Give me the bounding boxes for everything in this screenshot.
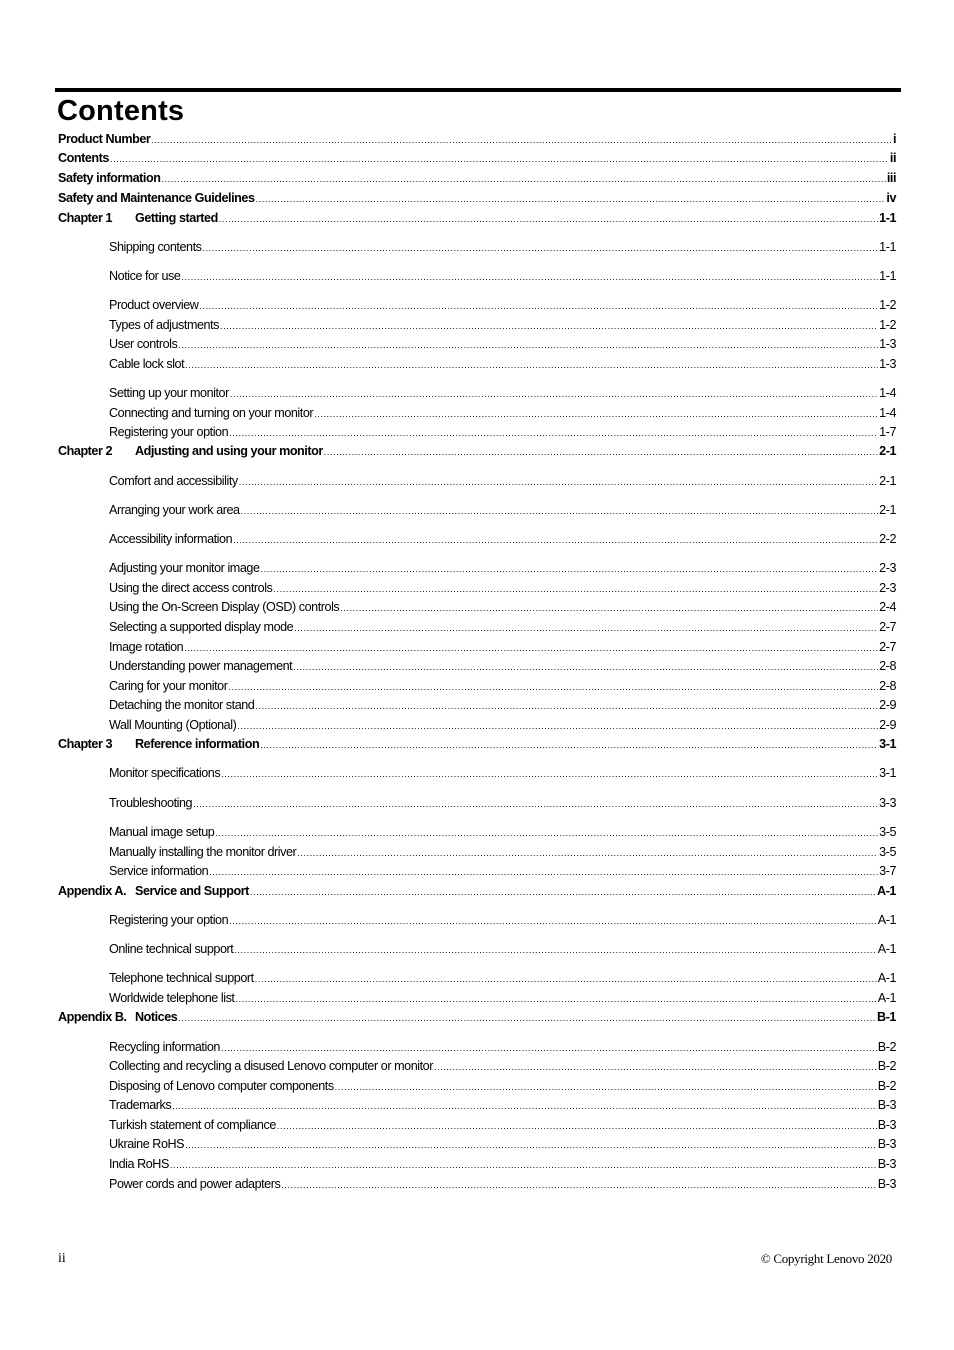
toc-entry-title: Registering your option <box>109 425 229 439</box>
dot-leader <box>250 884 876 901</box>
toc-entry-page: 2-7 <box>879 640 896 654</box>
toc-entry-page: A-1 <box>877 913 896 927</box>
dot-leader <box>185 357 878 374</box>
dot-leader <box>172 1098 877 1115</box>
toc-entry-title: Wall Mounting (Optional) <box>109 718 237 732</box>
toc-entry-title: Detaching the monitor stand <box>109 698 255 712</box>
toc-entry-title: Contents <box>58 151 109 165</box>
toc-entry-label <box>109 1039 220 1056</box>
toc-entry-page: 2-1 <box>879 444 896 458</box>
toc-entry[interactable] <box>109 912 896 930</box>
toc-entry-label <box>109 239 201 256</box>
toc-entry[interactable] <box>109 824 896 842</box>
toc-entry-title: Manually installing the monitor driver <box>109 845 297 859</box>
toc-entry-title: Understanding power management <box>109 659 293 673</box>
toc-entry-page: 1-4 <box>879 386 896 400</box>
toc-entry-page: B-3 <box>877 1157 896 1171</box>
toc-entry-title: Image rotation <box>109 640 184 654</box>
toc-entry-label <box>109 1097 171 1114</box>
toc-entry-page: B-3 <box>877 1177 896 1191</box>
toc-entry-page: 2-1 <box>879 503 896 517</box>
toc-entry-page: iv <box>886 191 896 205</box>
toc-entry-label <box>58 131 150 148</box>
toc-entry[interactable] <box>109 795 896 813</box>
toc-entry-page: B-3 <box>877 1098 896 1112</box>
toc-entry-page: 2-9 <box>879 718 896 732</box>
dot-leader <box>434 1059 877 1076</box>
toc-entry-label <box>58 1009 177 1026</box>
toc-entry[interactable] <box>109 863 896 881</box>
toc-entry-label <box>109 580 272 597</box>
dot-leader <box>241 503 879 520</box>
dot-leader <box>229 913 877 930</box>
toc-entry[interactable] <box>109 1058 896 1076</box>
dot-leader <box>151 132 892 149</box>
toc-entry-page: B-2 <box>877 1040 896 1054</box>
toc-entry[interactable] <box>109 639 896 657</box>
toc-entry-label <box>109 1117 276 1134</box>
toc-entry-prefix: Chapter 2 <box>58 444 113 458</box>
toc-entry-label <box>58 736 259 753</box>
dot-leader <box>178 1010 876 1027</box>
dot-leader <box>221 1040 877 1057</box>
toc-entry[interactable] <box>109 678 896 696</box>
copyright-notice: © Copyright Lenovo 2020 <box>760 1251 892 1266</box>
toc-entry-page: A-1 <box>877 971 896 985</box>
dot-leader <box>234 942 876 959</box>
toc-entry-title: Monitor specifications <box>109 766 221 780</box>
toc-entry[interactable] <box>109 658 896 676</box>
toc-entry[interactable] <box>109 317 896 335</box>
toc-entry-page: B-1 <box>877 1010 896 1024</box>
dot-leader <box>273 581 878 598</box>
dot-leader <box>233 532 878 549</box>
toc-entry[interactable] <box>109 717 896 735</box>
toc-entry-title: Online technical support <box>109 942 234 956</box>
dot-leader <box>181 269 878 286</box>
dot-leader <box>110 151 889 168</box>
toc-entry[interactable] <box>109 268 896 286</box>
dot-leader <box>294 620 878 637</box>
toc-entry-label <box>109 405 313 422</box>
toc-entry[interactable] <box>109 1039 896 1057</box>
toc-entry[interactable] <box>109 580 896 598</box>
dot-leader <box>314 406 878 423</box>
toc-entry-title: Using the direct access controls <box>109 581 273 595</box>
toc-entry-page: A-1 <box>877 991 896 1005</box>
toc-entry-label <box>109 619 293 636</box>
toc-entry-page: 3-1 <box>879 766 896 780</box>
dot-leader <box>261 561 879 578</box>
toc-entry-label <box>109 639 183 656</box>
dot-leader <box>277 1118 877 1135</box>
toc-entry-title: Comfort and accessibility <box>109 474 238 488</box>
dot-leader <box>202 240 878 257</box>
dot-leader <box>235 991 876 1008</box>
toc-entry-title: Arranging your work area <box>109 503 240 517</box>
toc-entry-label <box>109 717 236 734</box>
toc-entry[interactable] <box>109 385 896 403</box>
toc-entry-title: Recycling information <box>109 1040 220 1054</box>
toc-entry[interactable] <box>109 1117 896 1135</box>
toc-entry-title: Cable lock slot <box>109 357 185 371</box>
toc-entry-title: Registering your option <box>109 913 229 927</box>
toc-entry[interactable] <box>109 424 896 442</box>
toc-entry[interactable] <box>109 336 896 354</box>
toc-entry-title: Shipping contents <box>109 240 202 254</box>
dot-leader <box>255 971 877 988</box>
dot-leader <box>199 298 878 315</box>
toc-entry-title: Troubleshooting <box>109 796 193 810</box>
toc-entry-page: A-1 <box>877 884 896 898</box>
dot-leader <box>297 845 878 862</box>
toc-entry[interactable] <box>58 443 896 461</box>
toc-entry-page: 1-3 <box>879 337 896 351</box>
dot-leader <box>221 766 878 783</box>
toc-entry-title: Notice for use <box>109 269 181 283</box>
page-title: Contents <box>57 95 185 127</box>
toc-entry-page: B-3 <box>877 1137 896 1151</box>
toc-entry-title: User controls <box>109 337 178 351</box>
dot-leader <box>239 474 878 491</box>
toc-entry-label <box>109 697 254 714</box>
toc-entry-label <box>109 502 240 519</box>
dot-leader <box>184 640 878 657</box>
toc-entry-page: 3-1 <box>879 737 896 751</box>
toc-entry[interactable] <box>58 883 896 901</box>
toc-entry[interactable] <box>109 941 896 959</box>
toc-entry-title: Product Number <box>58 132 151 146</box>
toc-entry-prefix: Chapter 3 <box>58 737 113 751</box>
dot-leader <box>260 737 878 754</box>
toc-entry-page: 1-2 <box>879 298 896 312</box>
toc-entry-prefix: Appendix B. <box>58 1010 127 1024</box>
toc-entry-label <box>109 941 233 958</box>
toc-entry-title: India RoHS <box>109 1157 169 1171</box>
toc-entry[interactable] <box>58 190 896 208</box>
page-number: ii <box>58 1251 66 1266</box>
toc-entry[interactable] <box>109 1136 896 1154</box>
toc-entry-label <box>109 678 227 695</box>
toc-entry-label <box>109 268 180 285</box>
toc-entry-title: Service information <box>109 864 209 878</box>
toc-entry[interactable] <box>109 1078 896 1096</box>
toc-entry-label <box>109 912 228 929</box>
toc-entry[interactable] <box>58 210 896 228</box>
toc-entry[interactable] <box>109 599 896 617</box>
dot-leader <box>340 600 878 617</box>
toc-entry-label <box>109 970 254 987</box>
dot-leader <box>229 425 878 442</box>
toc-entry[interactable] <box>109 1156 896 1174</box>
dot-leader <box>170 1157 877 1174</box>
toc-entry[interactable] <box>109 239 896 257</box>
dot-leader <box>230 386 878 403</box>
toc-entry-label <box>109 658 292 675</box>
dot-leader <box>178 337 878 354</box>
dot-leader <box>293 659 878 676</box>
toc-entry-page: 2-8 <box>879 679 896 693</box>
toc-entry-page: A-1 <box>877 942 896 956</box>
toc-entry-label <box>58 150 109 167</box>
toc-entry-title: Power cords and power adapters <box>109 1177 281 1191</box>
dot-leader <box>209 864 878 881</box>
toc-entry-label <box>109 317 219 334</box>
toc-entry-prefix: Appendix A. <box>58 884 127 898</box>
toc-entry-title: Caring for your monitor <box>109 679 228 693</box>
toc-entry-title: Turkish statement of compliance <box>109 1118 276 1132</box>
toc-entry[interactable] <box>58 1009 896 1027</box>
toc-entry[interactable] <box>58 150 896 168</box>
toc-entry-page: 1-3 <box>879 357 896 371</box>
toc-entry-title: Accessibility information <box>109 532 233 546</box>
toc-entry-label <box>58 210 218 227</box>
toc-entry-page: B-2 <box>877 1079 896 1093</box>
toc-entry-title: Notices <box>135 1010 178 1024</box>
dot-leader <box>256 191 886 208</box>
toc-entry-page: 2-2 <box>879 532 896 546</box>
dot-leader <box>219 211 878 228</box>
toc-entry-label <box>109 599 339 616</box>
toc-entry-page: ii <box>889 151 896 165</box>
toc-entry-label <box>109 765 220 782</box>
dot-leader <box>215 825 878 842</box>
toc-entry-label <box>109 336 177 353</box>
toc-entry-title: Trademarks <box>109 1098 172 1112</box>
toc-entry[interactable] <box>109 405 896 423</box>
toc-entry-page: i <box>892 132 896 146</box>
dot-leader <box>220 318 878 335</box>
toc-entry-title: Getting started <box>135 211 218 225</box>
toc-entry-page: 1-4 <box>879 406 896 420</box>
toc-entry-page: B-3 <box>877 1118 896 1132</box>
toc-entry-title: Telephone technical support <box>109 971 254 985</box>
toc-entry-page: 3-5 <box>879 825 896 839</box>
toc-entry-title: Adjusting and using your monitor <box>135 444 323 458</box>
toc-entry-title: Manual image setup <box>109 825 215 839</box>
toc-entry-label <box>58 883 249 900</box>
toc-entry-title: Safety and Maintenance Guidelines <box>58 191 255 205</box>
toc-entry[interactable] <box>109 473 896 491</box>
toc-entry-page: 2-9 <box>879 698 896 712</box>
toc-entry-page: iii <box>886 171 896 185</box>
toc-entry[interactable] <box>109 765 896 783</box>
toc-entry-page: 1-1 <box>879 211 896 225</box>
toc-entry-label <box>109 1058 433 1075</box>
toc-entry-page: 2-4 <box>879 600 896 614</box>
toc-entry-title: Using the On-Screen Display (OSD) controls <box>109 600 340 614</box>
toc-entry[interactable] <box>58 736 896 754</box>
toc-entry-label <box>58 170 160 187</box>
toc-entry-page: 2-7 <box>879 620 896 634</box>
toc-entry-label <box>109 795 192 812</box>
dot-leader <box>255 698 878 715</box>
dot-leader <box>193 796 878 813</box>
toc-entry[interactable] <box>58 131 896 149</box>
toc-entry[interactable] <box>109 531 896 549</box>
toc-entry-page: 2-3 <box>879 561 896 575</box>
toc-entry-page: 1-7 <box>879 425 896 439</box>
toc-entry-page: 2-1 <box>879 474 896 488</box>
toc-entry[interactable] <box>109 502 896 520</box>
toc-entry-label <box>109 297 198 314</box>
toc-entry-label <box>109 473 238 490</box>
toc-entry-label <box>109 356 184 373</box>
toc-entry[interactable] <box>109 697 896 715</box>
toc-entry-page: 3-3 <box>879 796 896 810</box>
dot-leader <box>335 1079 877 1096</box>
toc-entry-label <box>109 385 229 402</box>
toc-entry[interactable] <box>109 844 896 862</box>
toc-entry-title: Worldwide telephone list <box>109 991 235 1005</box>
toc-entry-label <box>58 443 323 460</box>
toc-entry[interactable] <box>109 1097 896 1115</box>
dot-leader <box>228 679 878 696</box>
toc-entry-title: Safety information <box>58 171 161 185</box>
toc-entry[interactable] <box>109 1176 896 1194</box>
toc-entry-title: Ukraine RoHS <box>109 1137 185 1151</box>
toc-entry-title: Adjusting your monitor image <box>109 561 260 575</box>
toc-entry-page: 3-7 <box>879 864 896 878</box>
toc-entry-label <box>109 1136 184 1153</box>
toc-entry-page: 3-5 <box>879 845 896 859</box>
toc-entry[interactable] <box>58 170 896 188</box>
toc-entry-title: Service and Support <box>135 884 249 898</box>
dot-leader <box>237 718 878 735</box>
toc-entry-title: Collecting and recycling a disused Lenovo computer or monitor <box>109 1059 433 1073</box>
toc-entry-page: 2-8 <box>879 659 896 673</box>
toc-entry[interactable] <box>109 970 896 988</box>
toc-entry-title: Reference information <box>135 737 260 751</box>
dot-leader <box>185 1137 877 1154</box>
toc-entry[interactable] <box>109 560 896 578</box>
toc-entry-label <box>58 190 255 207</box>
toc-entry-title: Disposing of Lenovo computer components <box>109 1079 334 1093</box>
toc-entry-title: Product overview <box>109 298 199 312</box>
toc-entry-label <box>109 531 232 548</box>
dot-leader <box>161 171 885 188</box>
toc-entry-label <box>109 824 214 841</box>
toc-entry-prefix: Chapter 1 <box>58 211 113 225</box>
toc-entry-title: Selecting a supported display mode <box>109 620 294 634</box>
toc-entry-title: Setting up your monitor <box>109 386 229 400</box>
toc-entry-label <box>109 1156 169 1173</box>
toc-entry-label <box>109 990 234 1007</box>
toc-entry-page: 1-2 <box>879 318 896 332</box>
toc-entry-title: Connecting and turning on your monitor <box>109 406 314 420</box>
toc-entry-label <box>109 1078 334 1095</box>
toc-entry[interactable] <box>109 990 896 1008</box>
toc-entry-label <box>109 1176 280 1193</box>
toc-entry-title: Types of adjustments <box>109 318 220 332</box>
toc-entry-page: 1-1 <box>879 240 896 254</box>
toc-entry-page: 1-1 <box>879 269 896 283</box>
dot-leader <box>281 1177 876 1194</box>
toc-entry-label <box>109 863 208 880</box>
toc-entry-page: B-2 <box>877 1059 896 1073</box>
toc-entry-label <box>109 560 260 577</box>
toc-entry-page: 2-3 <box>879 581 896 595</box>
toc-entry[interactable] <box>109 619 896 637</box>
toc-entry-label <box>109 424 228 441</box>
toc-entry[interactable] <box>109 356 896 374</box>
toc-entry[interactable] <box>109 297 896 315</box>
toc-entry-label <box>109 844 296 861</box>
dot-leader <box>324 444 878 461</box>
